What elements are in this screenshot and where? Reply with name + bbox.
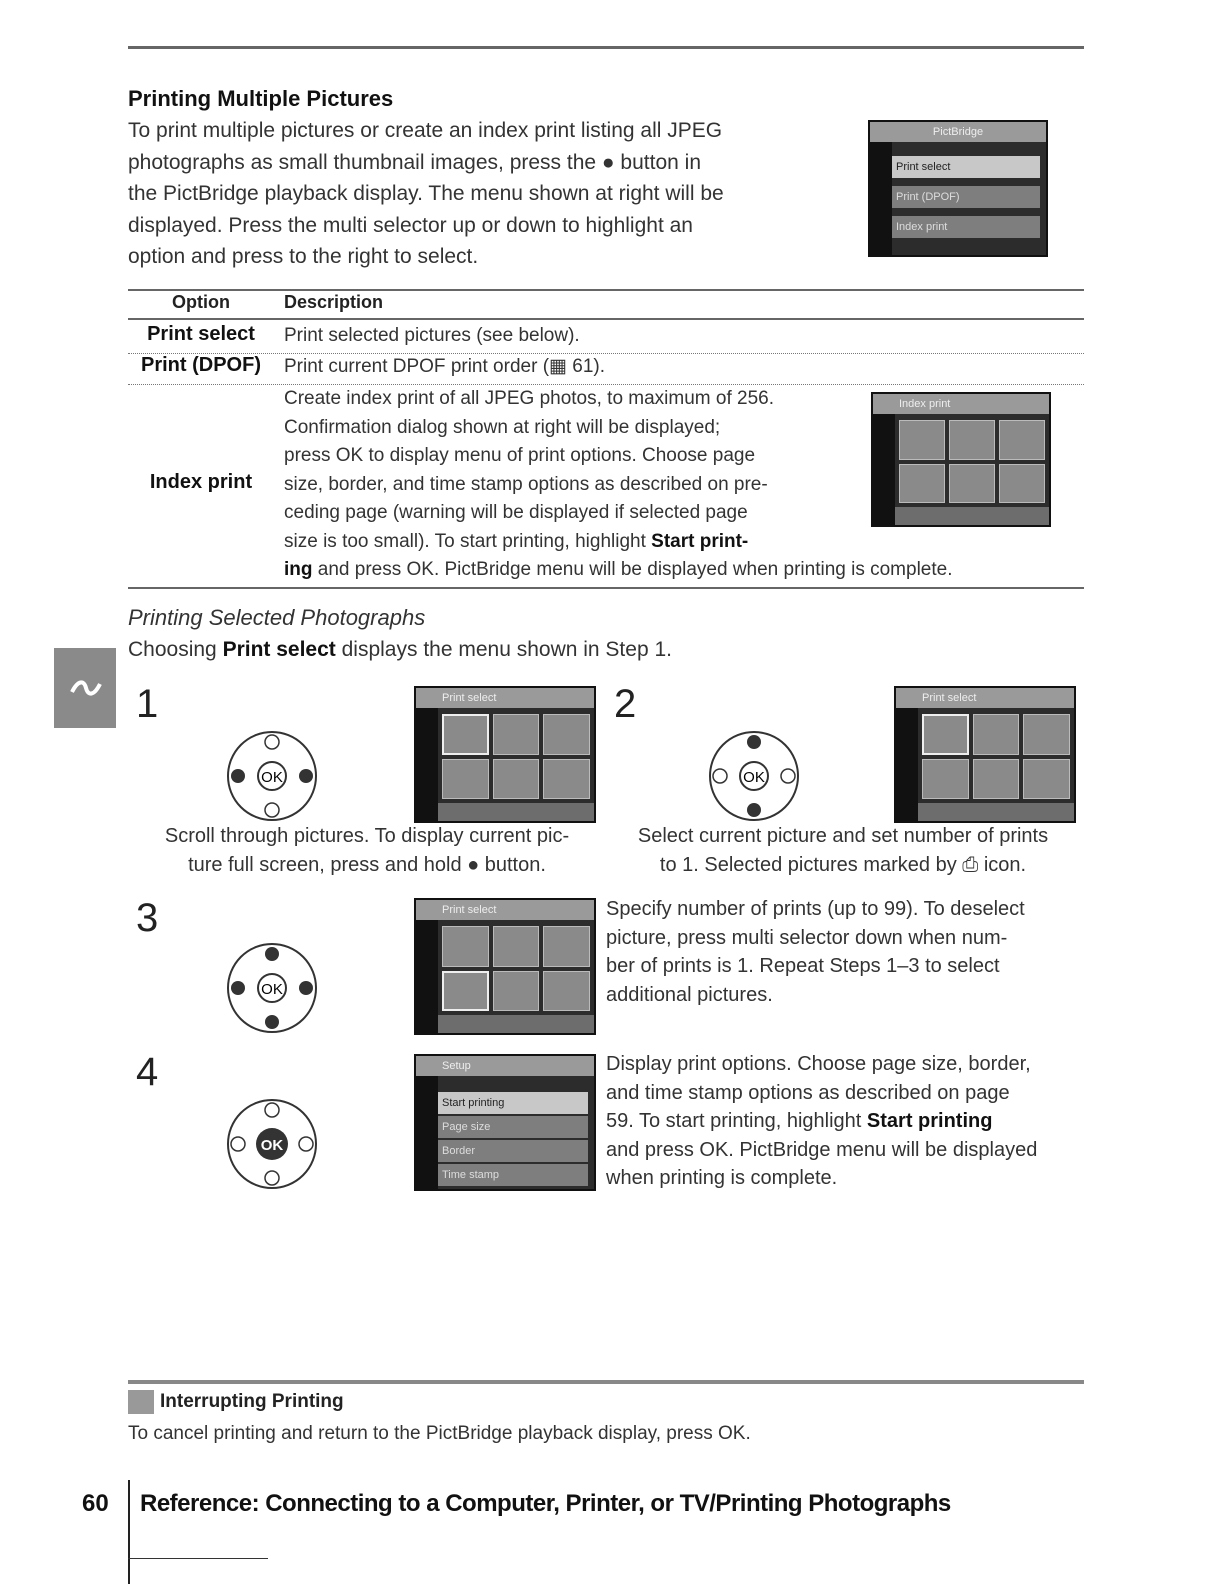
screen-title: Print select [416, 688, 594, 708]
screen-title: PictBridge [870, 122, 1046, 142]
svg-text:OK: OK [743, 769, 765, 786]
multi-selector-icon [222, 938, 322, 1038]
table-row-option: Print select [147, 323, 255, 345]
step-line [606, 1107, 1076, 1136]
index-line: ceding page (warning will be displayed if selected page [284, 502, 748, 523]
caption-line: Scroll through pictures. To display current pic- [164, 825, 570, 847]
step4-screenshot [414, 1054, 596, 1191]
intro-post: displays the menu shown in Step 1. [335, 638, 672, 661]
menu-item: Index print [892, 216, 1040, 238]
menu-item: Border [438, 1140, 588, 1162]
menu-item: Page size [438, 1116, 588, 1138]
index-print-description [284, 385, 844, 556]
step3-screenshot [414, 898, 596, 1035]
screen-footer [438, 1015, 594, 1033]
step-number: 2 [614, 682, 637, 726]
step-line-text: 59. To start printing, highlight [606, 1110, 862, 1132]
section-title: Printing Multiple Pictures [128, 86, 394, 111]
start-printing-bold: Start print- [651, 530, 749, 552]
connection-icon [54, 648, 116, 728]
step-line: ber of prints is 1. Repeat Steps 1–3 to select [606, 955, 1000, 977]
note-text: To cancel printing and return to the PictBridge playback display, press OK. [128, 1423, 751, 1444]
index-line: Create index print of all JPEG photos, to maximum of 256. [284, 388, 775, 409]
index-line-tail: and press OK. PictBridge menu will be displayed when printing is complete. [312, 559, 953, 580]
caption-line: Select current picture and set number of prints [637, 825, 1049, 847]
step2-screenshot [894, 686, 1076, 823]
step-line: and time stamp options as described on page [606, 1081, 1010, 1104]
intro-line: photographs as small thumbnail images, press the ● button in [128, 150, 701, 174]
table-row-option: Index print [149, 471, 253, 493]
step-line: additional pictures. [606, 983, 773, 1006]
start-printing-bold: Start printing [866, 1110, 993, 1132]
multi-selector-ok-pressed-icon [222, 1094, 322, 1194]
menu-tab-column [416, 708, 438, 821]
subsection-heading: Printing Selected Photographs [128, 605, 426, 630]
intro-line: displayed. Press the multi selector up or down to highlight an [128, 213, 693, 237]
intro-paragraph [128, 115, 828, 273]
index-line [284, 528, 844, 557]
index-line: size, border, and time stamp options as described on pre- [284, 473, 768, 495]
index-print-screenshot [871, 392, 1051, 527]
step-line: and press OK. PictBridge menu will be displayed [606, 1138, 1038, 1161]
screen-title: Print select [416, 900, 594, 920]
step-line: Display print options. Choose page size, border, [606, 1053, 1031, 1075]
intro-line: option and press to the right to select. [128, 245, 479, 268]
menu-item: Print select [892, 156, 1040, 178]
screen-title: Setup [416, 1056, 594, 1076]
intro-line: the PictBridge playback display. The menu shown at right will be [128, 182, 724, 205]
screen-title: Index print [873, 394, 1049, 414]
index-print-last-line [284, 556, 1074, 585]
step-line: picture, press multi selector down when num- [606, 926, 1008, 949]
footer-bottom-rule [128, 1558, 268, 1559]
menu-item: Print (DPOF) [892, 186, 1040, 208]
menu-item: Time stamp [438, 1164, 588, 1186]
top-rule [128, 46, 1084, 49]
menu-tab-column [870, 142, 892, 255]
screen-footer [438, 803, 594, 821]
table-header-description: Description [284, 292, 384, 312]
intro-bold: Print select [222, 638, 336, 661]
svg-text:OK: OK [261, 981, 283, 998]
table-top-rule [128, 289, 1084, 291]
svg-text:OK: OK [261, 769, 283, 786]
thumbnail-grid [899, 420, 1045, 503]
intro-pre: Choosing [128, 638, 223, 661]
intro-line: To print multiple pictures or create an index print listing all JPEG [128, 119, 723, 142]
side-tab [54, 648, 116, 728]
step-number: 4 [136, 1050, 159, 1094]
table-header-option: Option [172, 292, 230, 312]
menu-tab-column [896, 708, 918, 821]
step3-text [606, 895, 1076, 1009]
multi-selector-icon [704, 726, 804, 826]
table-row-description: Print selected pictures (see below). [284, 325, 580, 346]
note-rule [128, 1380, 1084, 1384]
footer-title: Reference: Connecting to a Computer, Printer, or TV/Printing Photographs [140, 1490, 951, 1517]
menu-tab-column [416, 920, 438, 1033]
pictbridge-menu-screenshot [868, 120, 1048, 257]
screen-footer [895, 507, 1049, 525]
menu-tab-column [873, 414, 895, 525]
menu-tab-column [416, 1076, 438, 1189]
index-line-text: size is too small). To start printing, highlight [284, 530, 646, 552]
table-row-option: Print (DPOF) [141, 354, 261, 376]
step1-screenshot [414, 686, 596, 823]
index-line: Confirmation dialog shown at right will be displayed; [284, 416, 721, 438]
screen-footer [918, 803, 1074, 821]
screen-title: Print select [896, 688, 1074, 708]
multi-selector-icon [222, 726, 322, 826]
note-icon [128, 1390, 154, 1414]
step4-text [606, 1050, 1076, 1193]
footer-vertical-rule [128, 1480, 130, 1584]
table-bottom-rule [128, 587, 1084, 589]
note-title: Interrupting Printing [160, 1391, 344, 1412]
index-line: press OK to display menu of print options. Choose page [284, 445, 756, 466]
start-printing-bold-cont: ing [284, 559, 313, 580]
svg-text:OK: OK [260, 1137, 284, 1154]
table-row-description: Print current DPOF print order (▦ 61). [284, 356, 605, 377]
step1-caption [134, 822, 600, 879]
subsection-intro [128, 634, 672, 666]
caption-line: ture full screen, press and hold ● button. [188, 853, 546, 876]
step2-caption [610, 822, 1076, 879]
thumbnail-grid [442, 926, 590, 1011]
thumbnail-grid [922, 714, 1070, 799]
step-line: when printing is complete. [606, 1167, 838, 1189]
page-number: 60 [82, 1490, 109, 1517]
table-header-rule [128, 318, 1084, 320]
step-number: 3 [136, 896, 159, 940]
caption-line: to 1. Selected pictures marked by ⎙ icon. [659, 853, 1027, 876]
step-line: Specify number of prints (up to 99). To deselect [606, 898, 1025, 920]
step-number: 1 [136, 682, 159, 726]
menu-item: Start printing [438, 1092, 588, 1114]
thumbnail-grid [442, 714, 590, 799]
